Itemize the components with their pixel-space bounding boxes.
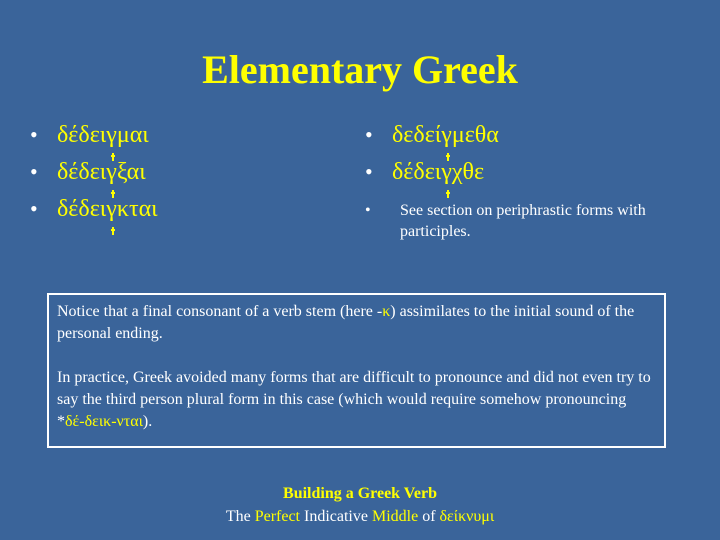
form-ending: ξαι	[116, 159, 146, 185]
bullet: •	[365, 159, 373, 184]
greek-form	[392, 159, 484, 186]
footer-mood: Indicative	[300, 508, 368, 525]
bullet: •	[365, 202, 371, 219]
list-item	[30, 159, 350, 196]
greek-form	[392, 122, 499, 149]
footer	[0, 482, 720, 528]
assimilated-consonant: γ	[441, 122, 452, 148]
footer-word: of	[418, 508, 440, 525]
form-stem: δέδει	[392, 159, 442, 185]
bullet: •	[30, 122, 38, 147]
greek-form	[57, 122, 149, 149]
bullet: •	[30, 196, 38, 221]
practice-paragraph	[57, 367, 656, 433]
slide-title: Elementary Greek	[202, 47, 518, 92]
footer-verb: δείκνυμι	[439, 508, 495, 525]
bullet: •	[30, 159, 38, 184]
assimilation-paragraph	[57, 301, 656, 345]
periphrastic-note-text: See section on periphrastic forms with participles.	[400, 202, 646, 240]
explanation-box	[47, 293, 666, 448]
greek-form	[57, 159, 146, 186]
assimilated-consonant: γ	[106, 122, 117, 148]
form-ending: μαι	[116, 122, 149, 148]
form-ending: χθε	[451, 159, 485, 185]
greek-form: δέ-δεικ-νται	[65, 413, 143, 430]
greek-form	[57, 196, 158, 223]
footer-tense: Perfect	[254, 508, 300, 525]
right-paradigm-list	[365, 122, 695, 242]
paragraph-text: ) assimilates to the initial sound of the personal ending.	[57, 303, 635, 342]
form-stem: δέδει	[57, 196, 107, 222]
footer-voice: Middle	[367, 508, 419, 525]
form-stem: δέδει	[57, 159, 107, 185]
list-item	[365, 159, 695, 196]
assimilated-consonant: γ	[106, 159, 117, 185]
footer-subtitle	[0, 505, 720, 528]
periphrastic-note	[365, 200, 695, 242]
footer-title: Building a Greek Verb	[283, 485, 437, 502]
left-paradigm-list	[30, 122, 350, 233]
form-ending: μεθα	[451, 122, 499, 148]
paragraph-text: In practice, Greek avoided many forms that are difficult to pronounce and did not even try to say the third person plural form in this case (which would require somehow pronouncing *	[57, 369, 651, 430]
bullet: •	[365, 122, 373, 147]
greek-letter: κ	[382, 303, 391, 320]
assimilated-consonant: γ	[106, 196, 117, 222]
assimilated-consonant: γ	[441, 159, 452, 185]
footer-word: The	[225, 508, 255, 525]
form-stem: δέδει	[57, 122, 107, 148]
list-item	[30, 122, 350, 159]
paragraph-text: ).	[142, 413, 153, 430]
paragraph-text: Notice that a final consonant of a verb stem (here -	[57, 303, 383, 320]
form-ending: κται	[116, 196, 158, 222]
form-stem: δεδεί	[392, 122, 442, 148]
list-item	[30, 196, 350, 233]
list-item	[365, 122, 695, 159]
